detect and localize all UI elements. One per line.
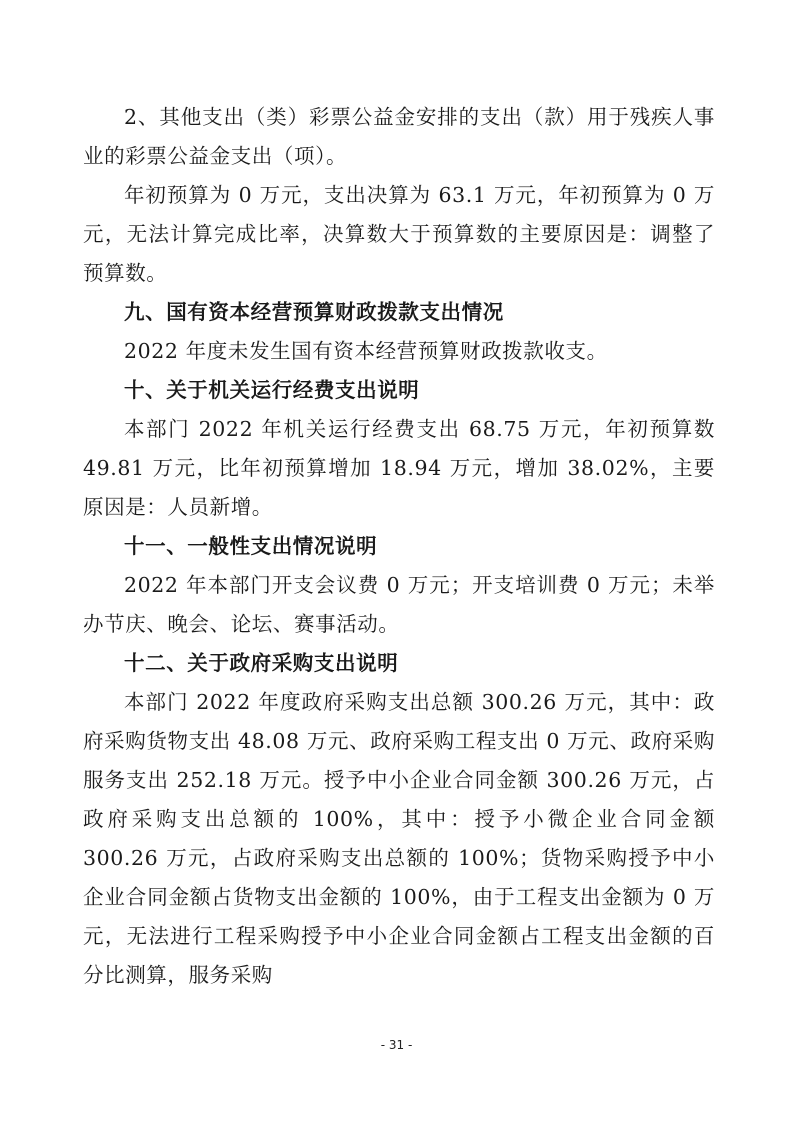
paragraph-budget-explanation: 年初预算为 0 万元，支出决算为 63.1 万元，年初预算为 0 万元，无法计算完成比率，决算数大于预算数的主要原因是：调整了预算数。 bbox=[83, 183, 715, 285]
paragraph-lottery-expense: 2、其他支出（类）彩票公益金安排的支出（款）用于残疾人事业的彩票公益金支出（项）。 bbox=[83, 105, 715, 168]
page-body bbox=[83, 98, 715, 995]
section-heading-12: 十二、关于政府采购支出说明 bbox=[124, 651, 399, 675]
paragraph-general-expense: 2022 年本部门开支会议费 0 万元；开支培训费 0 万元；未举办节庆、晚会、论坛、赛事活动。 bbox=[83, 573, 715, 636]
paragraph-operating-expense: 本部门 2022 年机关运行经费支出 68.75 万元，年初预算数 49.81 万元，比年初预算增加 18.94 万元，增加 38.02%，主要原因是：人员新增。 bbox=[83, 417, 715, 519]
paragraph-procurement: 本部门 2022 年度政府采购支出总额 300.26 万元，其中：政府采购货物支出 48.08 万元、政府采购工程支出 0 万元、政府采购服务支出 252.18 万元。授予中小企业合同金额 300.26 万元，占政府采购支出总额的 100%，其中：授予小微企业合同金额 300.26 万元，占政府采购支出总额的 100%；货物采购授予中小企业合同金额占货物支出金额的 100%，由于工程支出金额为 0 万元，无法进行工程采购授予中小企业合同金额占工程支出金额的百分比测算，服务采购 bbox=[83, 690, 715, 987]
section-heading-11: 十一、一般性支出情况说明 bbox=[124, 534, 378, 558]
paragraph-state-capital: 2022 年度未发生国有资本经营预算财政拨款收支。 bbox=[124, 339, 608, 363]
section-heading-9: 九、国有资本经营预算财政拨款支出情况 bbox=[124, 300, 504, 324]
section-heading-10: 十、关于机关运行经费支出说明 bbox=[124, 378, 420, 402]
page-number: - 31 - bbox=[380, 1038, 413, 1052]
